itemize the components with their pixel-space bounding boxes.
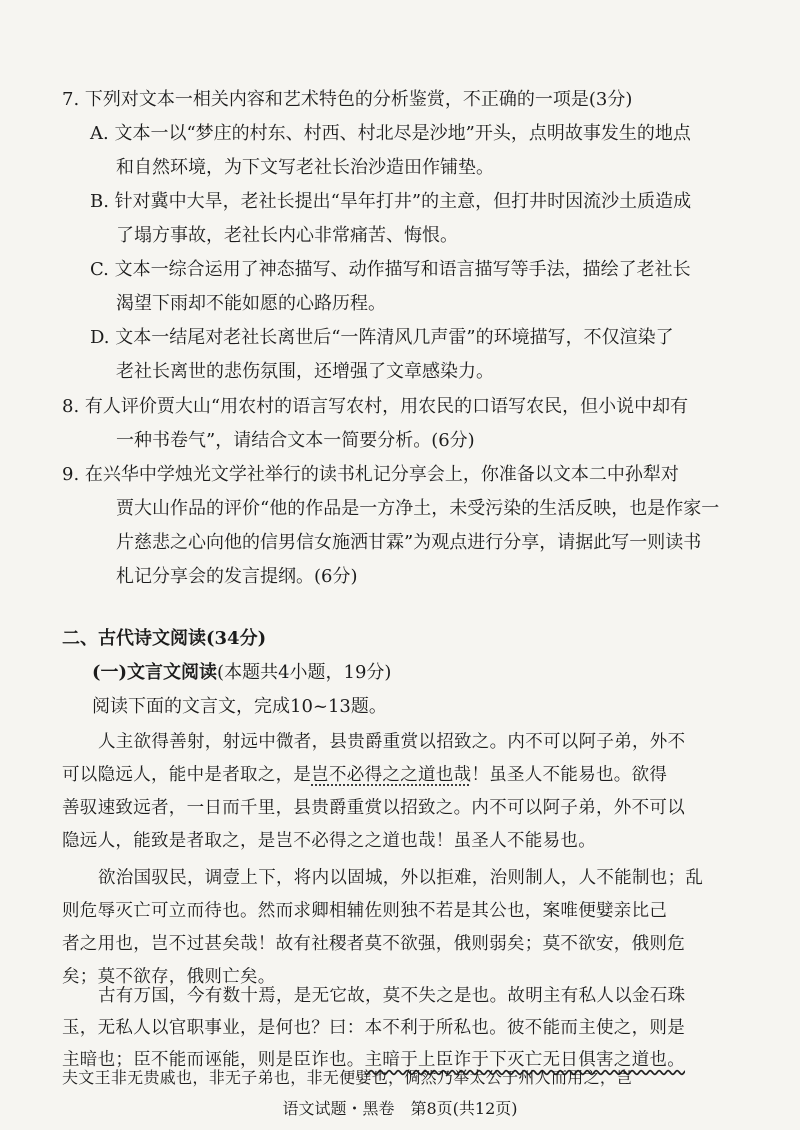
text-span: 可以隐远人，能中是者取之，是 — [62, 765, 312, 785]
q9-line2: 贾大山作品的评价“他的作品是一方净土，未受污染的生活反映，也是作家一 — [116, 498, 720, 519]
passage-p3-line1: 古有万国，今有数十焉，是无它故，莫不失之是也。故明主有私人以金石珠 — [98, 986, 686, 1006]
passage-p1-line1: 人主欲得善射，射远中微者，县贵爵重赏以招致之。内不可以阿子弟，外不 — [98, 732, 686, 752]
q7-option-d-line1: D. 文本一结尾对老社长离世后“一阵清风几声雷”的环境描写，不仅渲染了 — [90, 327, 674, 348]
passage-p3-line2: 玉，无私人以官职事业，是何也？曰：本不利于所私也。彼不能而主使之，则是 — [62, 1018, 685, 1038]
q7-option-b-line1: B. 针对冀中大旱，老社长提出“旱年打井”的主意，但打井时因流沙土质造成 — [90, 191, 692, 212]
q7-option-c-line1: C. 文本一综合运用了神态描写、动作描写和语言描写等手法，描绘了老社长 — [90, 259, 691, 280]
passage-p1-line4: 隐远人，能致是者取之，是岂不必得之之道也哉！虽圣人不能易也。 — [62, 831, 596, 851]
q8-line2: 一种书卷气”，请结合文本一简要分析。(6分) — [116, 430, 475, 451]
passage-p1-line3: 善驭速致远者，一日而千里，县贵爵重赏以招致之。内不可以阿子弟，外不可以 — [62, 798, 685, 818]
q9-line3: 片慈悲之心向他的信男信女施洒甘霖”为观点进行分享，请据此写一则读书 — [116, 532, 702, 553]
q7-option-d-line2: 老社长离世的悲伤氛围，还增强了文章感染力。 — [116, 361, 494, 382]
subsection-title: (一)文言文阅读 — [92, 662, 218, 683]
subsection-heading — [92, 661, 391, 685]
passage-p2-line4: 矣；莫不欲存，俄则亡矣。 — [62, 967, 276, 987]
q9-line4: 札记分享会的发言提纲。(6分) — [116, 566, 358, 587]
passage-p2-line2: 则危辱灭亡可立而待也。然而求卿相辅佐则独不若是其公也，案唯便嬖亲比己 — [62, 901, 668, 921]
section2-title: 二、古代诗文阅读(34分) — [62, 628, 267, 649]
passage-p2-line3: 者之用也，岂不过甚矣哉！故有社稷者莫不欲强，俄则弱矣；莫不欲安，俄则危 — [62, 934, 685, 954]
q7-option-a-line2: 和自然环境，为下文写老社长治沙造田作铺垫。 — [116, 157, 494, 178]
text-span: ！虽圣人不能易也。欲得 — [471, 765, 668, 785]
q7-option-c-line2: 渴望下雨却不能如愿的心路历程。 — [116, 293, 386, 314]
passage-p3-line4: 夫文王非无贵戚也，非无子弟也，非无便嬖也，倜然乃举太公于州人而用之，岂 — [62, 1068, 633, 1087]
passage-p2-line1: 欲治国驭民，调壹上下，将内以固城，外以拒难，治则制人，人不能制也；乱 — [98, 868, 704, 888]
wavy-underlined-sentence: 主暗于上臣诈于下灭亡无日俱害之道也。 — [364, 1050, 686, 1070]
q7-option-b-line2: 了塌方事故，老社长内心非常痛苦、悔恨。 — [116, 225, 458, 246]
q8-line1: 8. 有人评价贾大山“用农村的语言写农村，用农民的口语写农民，但小说中却有 — [62, 396, 689, 417]
dotted-underlined-phrase: 岂不必得之之道也哉 — [311, 765, 472, 785]
page-footer: 语文试题・黑卷 第8页(共12页) — [282, 1099, 518, 1118]
q9-line1: 9. 在兴华中学烛光文学社举行的读书札记分享会上，你准备以文本二中孙犁对 — [62, 464, 679, 485]
subsection-note: (本题共4小题，19分) — [217, 662, 392, 683]
q7-stem: 7. 下列对文本一相关内容和艺术特色的分析鉴赏，不正确的一项是(3分) — [62, 89, 633, 110]
q7-option-a-line1: A. 文本一以“梦庄的村东、村西、村北尽是沙地”开头，点明故事发生的地点 — [90, 123, 691, 144]
passage-instruction: 阅读下面的文言文，完成10~13题。 — [92, 696, 387, 717]
text-span: 主暗也；臣不能而诬能，则是臣诈也。 — [62, 1050, 365, 1070]
passage-p1-line2 — [62, 763, 667, 787]
